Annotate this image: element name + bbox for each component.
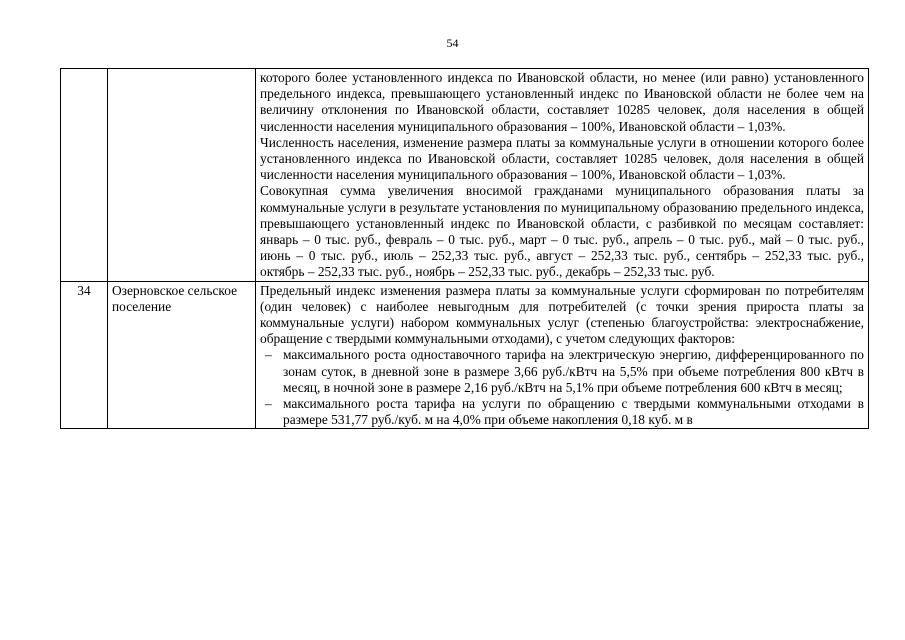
list-item-text: максимального роста одноставочного тарифа на электрическую энергию, дифференцированного по зонам суток, в дневной зоне в размере 3,66 руб./кВтч на 5,5% при объеме потребления 800 кВтч в месяц, в ночной зоне в размере 2,16 руб./кВтч на 5,1% при объеме потребления 600 кВтч в месяц; [283,347,864,395]
row-number-cell [61,69,108,282]
table-row [61,69,869,282]
description-cell [256,281,869,429]
tariff-table [60,68,869,429]
row-number-cell: 34 [61,281,108,429]
list-item-text: максимального роста тарифа на услуги по обращению с твердыми коммунальными отходами в размере 531,77 руб./куб. м на 4,0% при объеме накопления 0,18 куб. м в [283,396,864,428]
paragraph: которого более установленного индекса по Ивановской области, но менее (или равно) установленного предельного индекса, превышающего установленный индекс по Ивановской области не более чем на величину отклонения по Ивановской области, составляет 10285 человек, доля населения в общей численности населения муниципального образования – 100%, Ивановской области – 1,03%. [260,70,864,134]
description-cell [256,69,869,282]
dash-marker: – [265,347,272,363]
municipality-name-cell [108,69,256,282]
factor-list [260,347,864,428]
dash-marker: – [265,396,272,412]
list-item [260,396,864,428]
table-row [61,281,869,429]
paragraph: Численность населения, изменение размера платы за коммунальные услуги в отношении которого более установленного индекса по Ивановской области, составляет 10285 человек, доля населения в общей численности населения муниципального образования – 100%, Ивановской области – 1,03%. [260,134,864,183]
list-item [260,347,864,396]
paragraph: Предельный индекс изменения размера платы за коммунальные услуги сформирован по потребителям (один человек) с наиболее невыгодным для потребителей (с точки зрения прироста платы за коммунальные услуги) набором коммунальных услуг (степенью благоустройства: электроснабжение, обращение с твердыми коммунальными отходами), с учетом следующих факторов: [260,282,864,347]
page-number: 54 [446,36,459,50]
municipality-name-cell: Озерновское сельское поселение [108,281,256,429]
paragraph: Совокупная сумма увеличения вносимой гражданами муниципального образования платы за коммунальные услуги в результате установления по муниципальному образованию предельного индекса, превышающего установленный индекс по Ивановской области, с разбивкой по месяцам составляет: январь – 0 тыс. руб., февраль – 0 тыс. руб., март – 0 тыс. руб., апрель – 0 тыс. руб., май – 0 тыс. руб., июнь – 0 тыс. руб., июль – 252,33 тыс. руб., август – 252,33 тыс. руб., сентябрь – 252,33 тыс. руб., октябрь – 252,33 тыс. руб., ноябрь – 252,33 тыс. руб., декабрь – 252,33 тыс. руб. [260,183,864,280]
